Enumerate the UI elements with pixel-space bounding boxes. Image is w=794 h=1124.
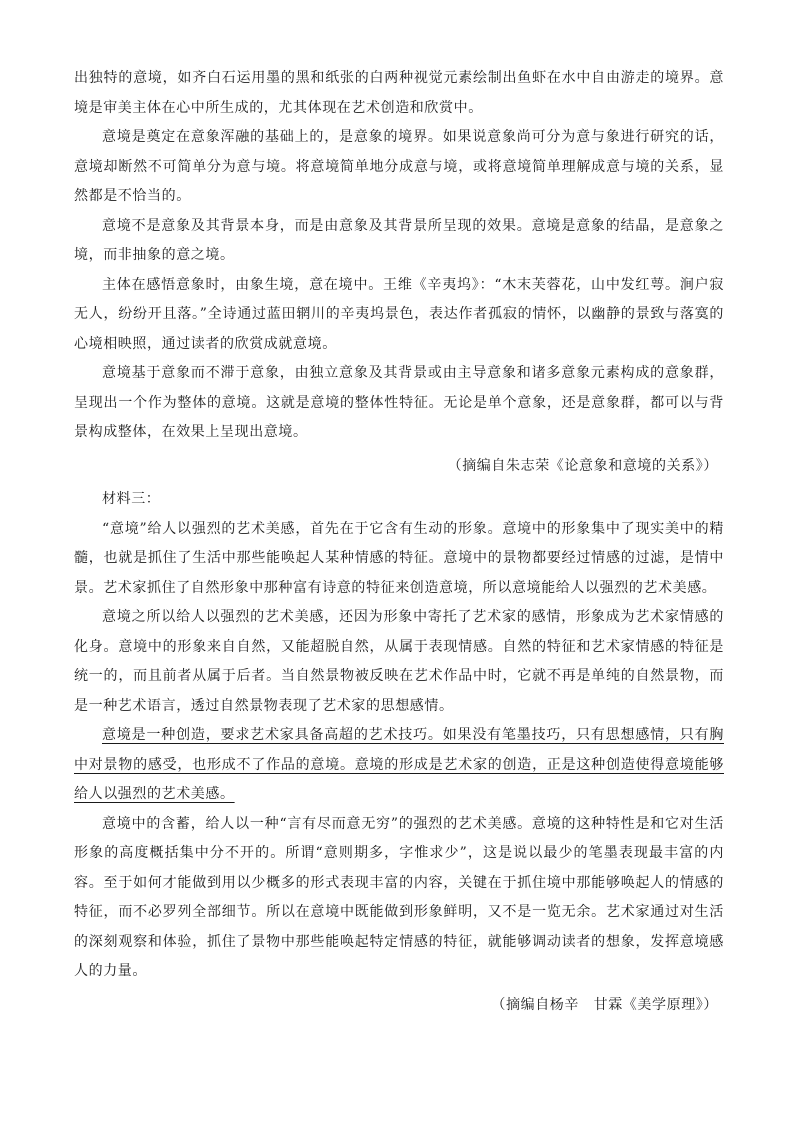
underlined-text: 意境是一种创造，要求艺术家具备高超的艺术技巧。如果没有笔墨技巧，只有思想感情，只有胸中对景物的感受，也形成不了作品的意境。意境的形成是艺术家的创造，正是这种创造使得意境能够给人以强烈的艺术美感。 [74,727,724,802]
source-citation-1: （摘编自朱志荣《论意象和意境的关系》） [447,457,718,474]
paragraph-artist-emotion: 意境之所以给人以强烈的艺术美感，还因为形象中寄托了艺术家的感情，形象成为艺术家情感的化身。意境中的形象来自自然，又能超脱自然，从属于表现情感。自然的特征和艺术家情感的特征是统一的，而且前者从属于后者。当自然景物被反映在艺术作品中时，它就不再是单纯的自然景物，而是一种艺术语言，透过自然景物表现了艺术家的思想感情。 [74,609,724,714]
paragraph-vivid-image: “意境”给人以强烈的艺术美感，首先在于它含有生动的形象。意境中的形象集中了现实美中的精髓，也就是抓住了生活中那些能唤起人某种情感的特征。意境中的景物都要经过情感的过滤，是情中景。艺术家抓住了自然形象中那种富有诗意的特征来创造意境，所以意境能给人以强烈的艺术美感。 [74,520,724,596]
paragraph-creation-underlined [74,721,724,810]
paragraph-yijing-wholeness: 意境基于意象而不滞于意象，由独立意象及其背景或由主导意象和诸多意象元素构成的意象群，呈现出一个作为整体的意境。这就是意境的整体性特征。无论是单个意象，还是意象群，都可以与背景构成整体，在效果上呈现出意境。 [74,365,724,440]
paragraph-yijing-effect: 意境不是意象及其背景本身，而是由意象及其背景所呈现的效果。意境是意象的结晶，是意象之境，而非抽象的意之境。 [74,217,724,263]
source-citation-2: （摘编自杨辛 甘霖《美学原理》） [491,996,718,1013]
paragraph-wangwei-poem: 主体在感悟意象时，由象生境，意在境中。王维《辛夷坞》：“木末芙蓉花，山中发红萼。涧户寂无人，纷纷开且落。”全诗通过蓝田辋川的辛夷坞景色，表达作者孤寂的情怀，以幽静的景致与落寞的心境相映照，通过读者的欣赏成就意境。 [74,276,724,352]
material-three-label: 材料三： [102,491,161,507]
paragraph-yijing-foundation: 意境是奠定在意象浑融的基础上的，是意象的境界。如果说意象尚可分为意与象进行研究的话，意境却断然不可简单分为意与境。将意境简单地分成意与境，或将意境简单理解成意与境的关系，显然都是不恰当的。 [74,129,724,204]
paragraph-implicitness: 意境中的含蓄，给人以一种“言有尽而意无穷”的强烈的艺术美感。意境的这种特性是和它对生活形象的高度概括集中分不开的。所谓“意则期多，字惟求少”，这是说以最少的笔墨表现最丰富的内容。至于如何才能做到用以少概多的形式表现丰富的内容，关键在于抓住境中那能够唤起人的情感的特征，而不必罗列全部细节。所以在意境中既能做到形象鲜明，又不是一览无余。艺术家通过对生活的深刻观察和体验，抓住了景物中那些能唤起特定情感的特征，就能够调动读者的想象，发挥意境感人的力量。 [74,815,724,979]
paragraph-continued: 出独特的意境，如齐白石运用墨的黑和纸张的白两种视觉元素绘制出鱼虾在水中自由游走的境界。意境是审美主体在心中所生成的，尤其体现在艺术创造和欣赏中。 [74,70,724,116]
